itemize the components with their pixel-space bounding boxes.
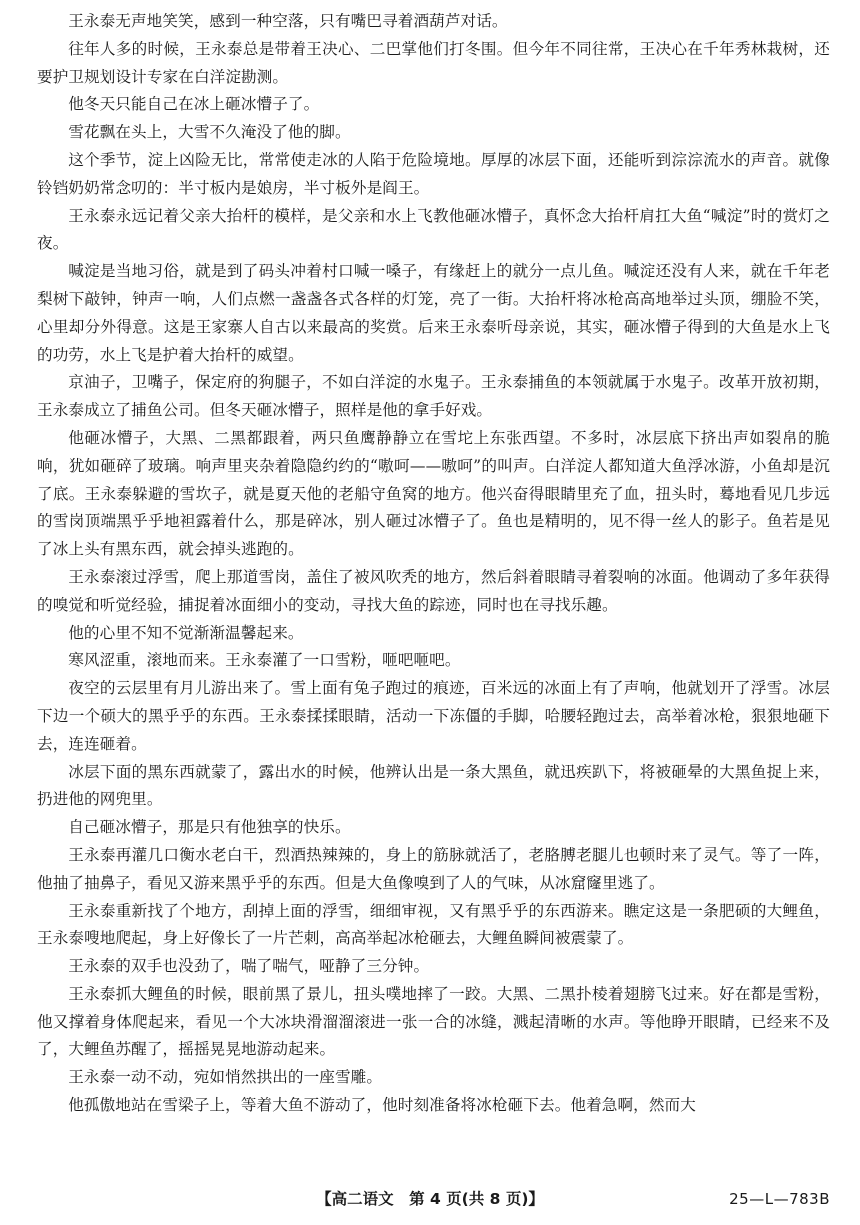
paragraph: 王永泰一动不动，宛如悄然拱出的一座雪雕。 xyxy=(68,1068,383,1087)
paragraph: 他孤傲地站在雪梁子上，等着大鱼不游动了，他时刻准备将冰枪砸下去。他着急啊，然而大 xyxy=(68,1096,696,1115)
paragraph: 他砸冰懵子，大黑、二黑都跟着，两只鱼鹰静静立在雪坨上东张西望。不多时，冰层底下挤出声如裂帛的脆响，犹如砸碎了玻璃。响声里夹杂着隐隐约约的“嗷呵——嗷呵”的叫声。白洋淀人都知道大鱼浮冰游，小鱼却是沉了底。王永泰躲避的雪坎子，就是夏天他的老船守鱼窝的地方。他兴奋得眼睛里充了血，扭头时，蓦地看见几步远的雪岗顶端黑乎乎地袒露着什么，那是碎冰，别人砸过冰懵子了。鱼也是精明的，见不得一丝人的影子。鱼若是见了冰上头有黑东西，就会掉头逃跑的。 xyxy=(37,428,830,559)
paragraph: 喊淀是当地习俗，就是到了码头冲着村口喊一嗓子，有缘赶上的就分一点儿鱼。喊淀还没有人来，就在千年老梨树下敲钟，钟声一响，人们点燃一盏盏各式各样的灯笼，亮了一街。大抬杆将冰枪高高地举过头顶，绷脸不笑，心里却分外得意。这是王家寨人自古以来最高的奖赏。后来王永泰听母亲说，其实，砸冰懵子得到的大鱼是水上飞的功劳，水上飞是护着大抬杆的威望。 xyxy=(37,262,830,364)
paragraph: 王永泰再灌几口衡水老白干，烈酒热辣辣的，身上的筋脉就活了，老胳膊老腿儿也顿时来了灵气。等了一阵，他抽了抽鼻子，看见又游来黑乎乎的东西。但是大鱼像嗅到了人的气味，从冰窟窿里逃了。 xyxy=(37,845,830,892)
paragraph: 寒风涩重，滚地而来。王永泰灌了一口雪粉，咂吧咂吧。 xyxy=(68,651,461,670)
paragraph: 夜空的云层里有月儿游出来了。雪上面有兔子跑过的痕迹，百米远的冰面上有了声响，他就划开了浮雪。冰层下边一个硕大的黑乎乎的东西。王永泰揉揉眼睛，活动一下冻僵的手脚，哈腰轻跑过去，高举着冰枪，狠狠地砸下去，连连砸着。 xyxy=(37,679,830,753)
paragraph: 往年人多的时候，王永泰总是带着王决心、二巴掌他们打冬围。但今年不同往常，王决心在千年秀林栽树，还要护卫规划设计专家在白洋淀勘测。 xyxy=(37,39,830,86)
paragraph: 王永泰的双手也没劲了，喘了喘气，哑静了三分钟。 xyxy=(68,957,430,976)
page-number-label: 【高二语文 第 4 页(共 8 页)】 xyxy=(316,1190,544,1208)
page-footer xyxy=(0,1186,860,1212)
paragraph: 冰层下面的黑东西就蒙了，露出水的时候，他辨认出是一条大黑鱼，就迅疾趴下，将被砸晕的大黑鱼捉上来，扔进他的网兜里。 xyxy=(37,762,830,809)
paragraph: 京油子，卫嘴子，保定府的狗腿子，不如白洋淀的水鬼子。王永泰捕鱼的本领就属于水鬼子。改革开放初期，王永泰成立了捕鱼公司。但冬天砸冰懵子，照样是他的拿手好戏。 xyxy=(37,373,830,420)
paragraph: 这个季节，淀上凶险无比，常常使走冰的人陷于危险境地。厚厚的冰层下面，还能听到淙淙流水的声音。就像铃铛奶奶常念叨的：半寸板内是娘房，半寸板外是阎王。 xyxy=(37,150,830,197)
paragraph: 他的心里不知不觉渐渐温馨起来。 xyxy=(68,623,304,642)
paragraph: 雪花飘在头上，大雪不久淹没了他的脚。 xyxy=(68,123,351,142)
passage-text xyxy=(37,8,830,1120)
paragraph: 王永泰重新找了个地方，刮掉上面的浮雪，细细审视，又有黑乎乎的东西游来。瞧定这是一条肥硕的大鲤鱼，王永泰嗖地爬起，身上好像长了一片芒刺，高高举起冰枪砸去，大鲤鱼瞬间被震蒙了。 xyxy=(37,901,830,948)
paragraph: 王永泰抓大鲤鱼的时候，眼前黑了景儿，扭头噗地摔了一跤。大黑、二黑扑棱着翅膀飞过来。好在都是雪粉，他又撑着身体爬起来，看见一个大冰块滑溜溜滚进一张一合的冰缝，溅起清晰的水声。等他睁开眼睛，已经来不及了，大鲤鱼苏醒了，摇摇晃晃地游动起来。 xyxy=(37,984,830,1059)
exam-code: 25—L—783B xyxy=(729,1190,830,1208)
paragraph: 王永泰无声地笑笑，感到一种空落，只有嘴巴寻着酒葫芦对话。 xyxy=(68,12,508,30)
paragraph: 自己砸冰懵子，那是只有他独享的快乐。 xyxy=(68,818,351,837)
paragraph: 他冬天只能自己在冰上砸冰懵子了。 xyxy=(68,95,320,114)
paragraph: 王永泰滚过浮雪，爬上那道雪岗，盖住了被风吹秃的地方，然后斜着眼睛寻着裂响的冰面。他调动了多年获得的嗅觉和听觉经验，捕捉着冰面细小的变动，寻找大鱼的踪迹，同时也在寻找乐趣。 xyxy=(37,567,830,614)
paragraph: 王永泰永远记着父亲大抬杆的模样，是父亲和水上飞教他砸冰懵子，真怀念大抬杆肩扛大鱼“喊淀”时的赏灯之夜。 xyxy=(37,206,830,253)
